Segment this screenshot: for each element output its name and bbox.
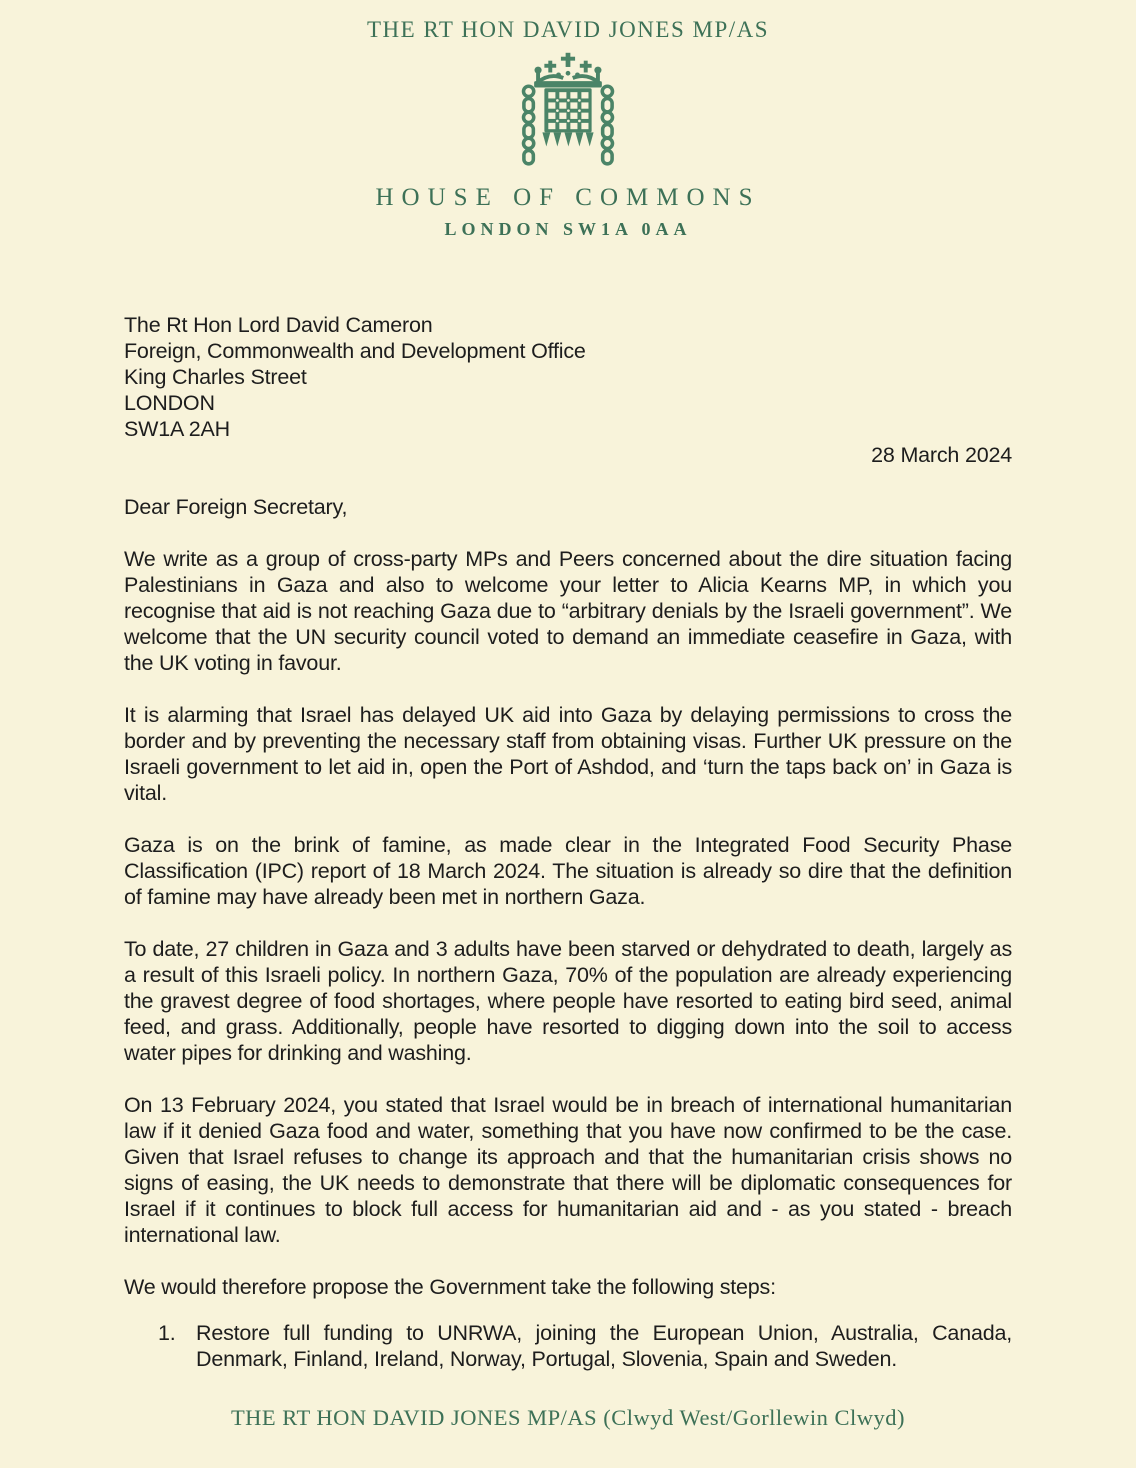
recipient-line: LONDON: [124, 391, 215, 415]
recipient-line: The Rt Hon Lord David Cameron: [124, 313, 433, 337]
letterhead-name: THE RT HON DAVID JONES MP/AS: [366, 17, 770, 42]
recipient-line: SW1A 2AH: [124, 417, 230, 441]
letterhead: [0, 0, 1136, 240]
list-item-number: 1.: [158, 1321, 176, 1345]
recipient-line: King Charles Street: [124, 365, 307, 389]
footer-signature: THE RT HON DAVID JONES MP/AS (Clwyd West/Gorllewin Clwyd): [230, 1405, 906, 1430]
body-paragraph-5: On 13 February 2024, you stated that Israel would be in breach of international humanitarian law if it denied Gaza food and water, something that you have now confirmed to be the case. Given that Israel refuses to change its approach and that the humanitarian crisis shows no signs of easing, the UK needs to demonstrate that there will be diplomatic consequences for Israel if it continues to block full access for humanitarian aid and - as you stated - breach international law.: [124, 1093, 1012, 1247]
recipient-line: Foreign, Commonwealth and Development Office: [124, 339, 586, 363]
crowned-portcullis-icon: [508, 52, 628, 178]
list-item-1: [124, 1320, 1012, 1372]
salutation: Dear Foreign Secretary,: [124, 495, 348, 519]
letter-body: [124, 312, 1012, 1431]
body-paragraph-4: To date, 27 children in Gaza and 3 adults have been starved or dehydrated to death, largely as a result of this Israeli policy. In northern Gaza, 70% of the population are already experiencing the gravest degree of food shortages, where people have resorted to eating bird seed, animal feed, and grass. Additionally, people have resorted to digging down into the soil to access water pipes for drinking and washing.: [124, 937, 1012, 1065]
list-item-text: Restore full funding to UNRWA, joining the European Union, Australia, Canada, Denmark, Finland, Ireland, Norway, Portugal, Slovenia, Spain and Sweden.: [196, 1321, 1012, 1371]
body-paragraph-1: We write as a group of cross-party MPs and Peers concerned about the dire situation facing Palestinians in Gaza and also to welcome your letter to Alicia Kearns MP, in which you recognise that aid is not reaching Gaza due to “arbitrary denials by the Israeli government”. We welcome that the UN security council voted to demand an immediate ceasefire in Gaza, with the UK voting in favour.: [124, 547, 1012, 675]
proposal-intro: We would therefore propose the Government take the following steps:: [124, 1275, 776, 1299]
letterhead-address: LONDON SW1A 0AA: [444, 219, 692, 239]
recipient-address: [124, 312, 1012, 442]
proposal-list: [124, 1320, 1012, 1372]
letter-date: 28 March 2024: [871, 443, 1012, 467]
body-paragraph-3: Gaza is on the brink of famine, as made clear in the Integrated Food Security Phase Classification (IPC) report of 18 March 2024. The situation is already so dire that the definition of famine may have already been met in northern Gaza.: [124, 833, 1012, 909]
letterhead-institution: HOUSE OF COMMONS: [375, 184, 761, 211]
body-paragraph-2: It is alarming that Israel has delayed UK aid into Gaza by delaying permissions to cross the border and by preventing the necessary staff from obtaining visas. Further UK pressure on the Israeli government to let aid in, open the Port of Ashdod, and ‘turn the taps back on’ in Gaza is vital.: [124, 703, 1012, 805]
